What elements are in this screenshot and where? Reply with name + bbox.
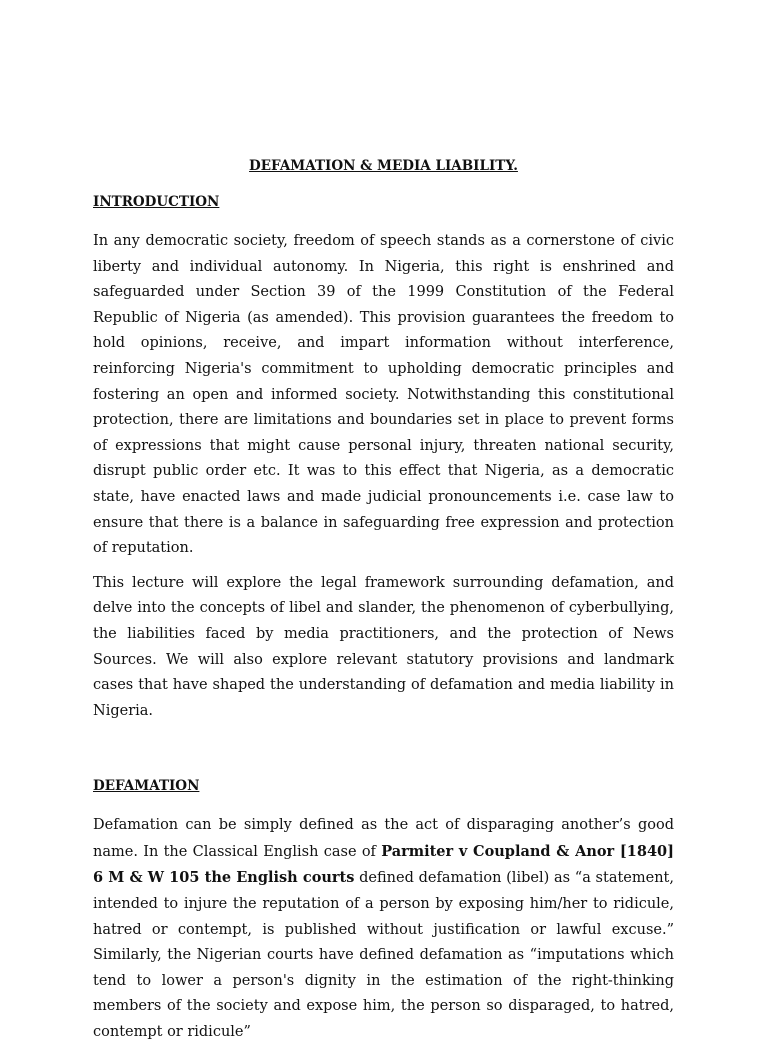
case-citation: Parmiter v Coupland & Anor [1840] 6 M & W 105 the English courts [93,842,674,887]
defamation-text-part-1: Defamation can be simply defined as the act of disparaging another’s good name. In the Classical English case of [93,817,674,860]
document-title [93,157,674,176]
introduction-paragraph-1: In any democratic society, freedom of speech stands as a cornerstone of civic liberty and individual autonomy. In Nigeria, this right is enshrined and safeguarded under Section 39 of the 1999 Constitution of the Federal Republic of Nigeria (as amended). This provision guarantees the freedom to hold opinions, receive, and impart information without interference, reinforcing Nigeria's commitment to upholding democratic principles and fostering an open and informed society. Notwithstanding this constitutional protection, there are limitations and boundaries set in place to prevent forms of expressions that might cause personal injury, threaten national security, disrupt public order etc. It was to this effect that Nigeria, as a democratic state, have enacted laws and made judicial pronouncements i.e. case law to ensure that there is a balance in safeguarding free expression and protection of reputation. [93,233,674,557]
document-title-text: DEFAMATION & MEDIA LIABILITY. [249,158,518,174]
introduction-paragraph-2: This lecture will explore the legal framework surrounding defamation, and delve into the concepts of libel and slander, the phenomenon of cyberbullying, the liabilities faced by media practitioners, and the protection of News Sources. We will also explore relevant statutory provisions and landmark cases that have shaped the understanding of defamation and media liability in Nigeria. [93,574,674,719]
introduction-heading: INTRODUCTION [93,194,220,210]
defamation-paragraph [93,813,674,1045]
defamation-text-part-2: defined defamation (libel) as “a statement, intended to injure the reputation of a person by exposing him/her to ridicule, hatred or contempt, is published without justification or lawful excuse.” Similarly, the Nigerian courts have defined defamation as “imputations which tend to lower a person's dignity in the estimation of the right-thinking members of the society and expose him, the person so disparaged, to hatred, contempt or ridicule” [93,870,674,1041]
document-page [93,157,674,1055]
defamation-heading: DEFAMATION [93,778,200,795]
section-spacer [93,733,674,777]
